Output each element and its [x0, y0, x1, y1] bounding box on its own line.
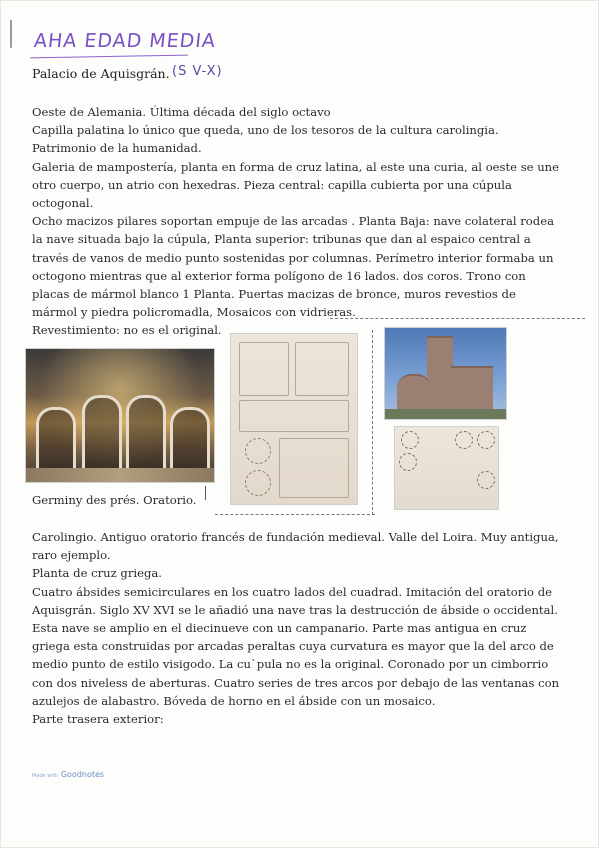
exterior-photo: [384, 327, 507, 420]
arch-shape: [170, 407, 210, 470]
paragraph: Oeste de Alemania. Última década del siglo octavo: [32, 105, 331, 119]
plan-circle: [245, 438, 271, 464]
floor: [26, 468, 214, 482]
paragraph: Carolingio. Antiguo oratorio francés de fundación medieval. Valle del Loira. Muy antigua, raro ejemplo.: [32, 530, 559, 563]
margin-mark: [205, 486, 206, 500]
paragraph: Parte trasera exterior:: [32, 712, 164, 727]
section-heading: Palacio de Aquisgrán.: [32, 66, 170, 81]
paragraph: Galeria de mampostería, planta en forma de cruz latina, al este una curia, al oeste se une otro cuerpo, un atrio con hexedras. Pieza central: capilla cubierta por una cúpula octogonal.: [32, 159, 559, 211]
paragraph: Revestimiento: no es el original.: [32, 323, 222, 338]
handwritten-note: (S V-X): [172, 64, 223, 79]
text-block-germiny: [32, 528, 562, 728]
plan-drawings-photo: [230, 333, 358, 505]
watermark-prefix: Made with: [32, 773, 58, 779]
paragraph: Cuatro ábsides semicirculares en los cuatro lados del cuadrad. Imitación del oratorio de Aquisgrán. Siglo XV XVI se le añadió una nave tras la destrucción de ábside o occidental. Esta nave se amplio en el diecinueve con un campanario. Parte mas antigua en cruz griega esta construidas por arcadas peraltas cuya curvatura es mayor que la del arco de medio punto de estilo visigodo. La cu`pula no es la original. Coronado por un cimborrio con dos niveless de aberturas. Cuatro series de tres arcos por debajo de las ventanas con azulejos de alabastro. Bóveda de horno en el ábside con un mosaico.: [32, 584, 560, 708]
plan-circle: [477, 431, 495, 449]
plan-circle: [399, 453, 417, 471]
plan-circle: [401, 431, 419, 449]
floorplans-photo: [394, 426, 499, 510]
plan-circle: [245, 470, 271, 496]
tower-shape: [451, 366, 493, 412]
paragraph: Patrimonio de la humanidad.: [32, 141, 202, 156]
dashed-separator: [215, 514, 375, 515]
plan-circle: [455, 431, 473, 449]
ground: [385, 409, 506, 419]
plan-sketch: [279, 438, 349, 498]
dashed-separator: [330, 318, 585, 319]
elevation-sketch: [295, 342, 349, 396]
section-sketch: [239, 400, 349, 432]
interior-photo: [25, 348, 215, 483]
arch-shape: [126, 395, 166, 470]
paragraph: Planta de cruz griega.: [32, 566, 162, 581]
elevation-sketch: [239, 342, 289, 396]
plan-circle: [477, 471, 495, 489]
tower-shape: [397, 374, 431, 412]
page-title: AHA EDAD MEDIA: [32, 30, 218, 52]
paragraph: Ocho macizos pilares soportan empuje de las arcadas . Planta Baja: nave colateral rodea la nave situada bajo la cúpula, Planta superior: tribunas que dan al espaico central a través de vanos de medio punto sostenidas por columnas. Perímetro interior formaba un octogono mientras que al exterior forma polígono de 16 lados. dos coros. Trono con placas de mármol blanco 1 Planta. Puertas macizas de bronce, muros revestios de mármol y piedra policromadla, Mosaicos con vidrieras.: [32, 214, 554, 320]
arch-shape: [36, 407, 76, 470]
paragraph: Capilla palatina lo único que queda, uno de los tesoros de la cultura carolingia.: [32, 123, 499, 138]
app-watermark: [32, 770, 104, 779]
dashed-separator: [372, 330, 373, 515]
text-block-aquisgran: [32, 103, 562, 340]
watermark-name: Goodnotes: [60, 770, 105, 779]
margin-mark: [10, 20, 12, 48]
title-underline: [30, 55, 188, 59]
image-caption: Germiny des prés. Oratorio.: [32, 493, 197, 507]
arch-shape: [82, 395, 122, 470]
